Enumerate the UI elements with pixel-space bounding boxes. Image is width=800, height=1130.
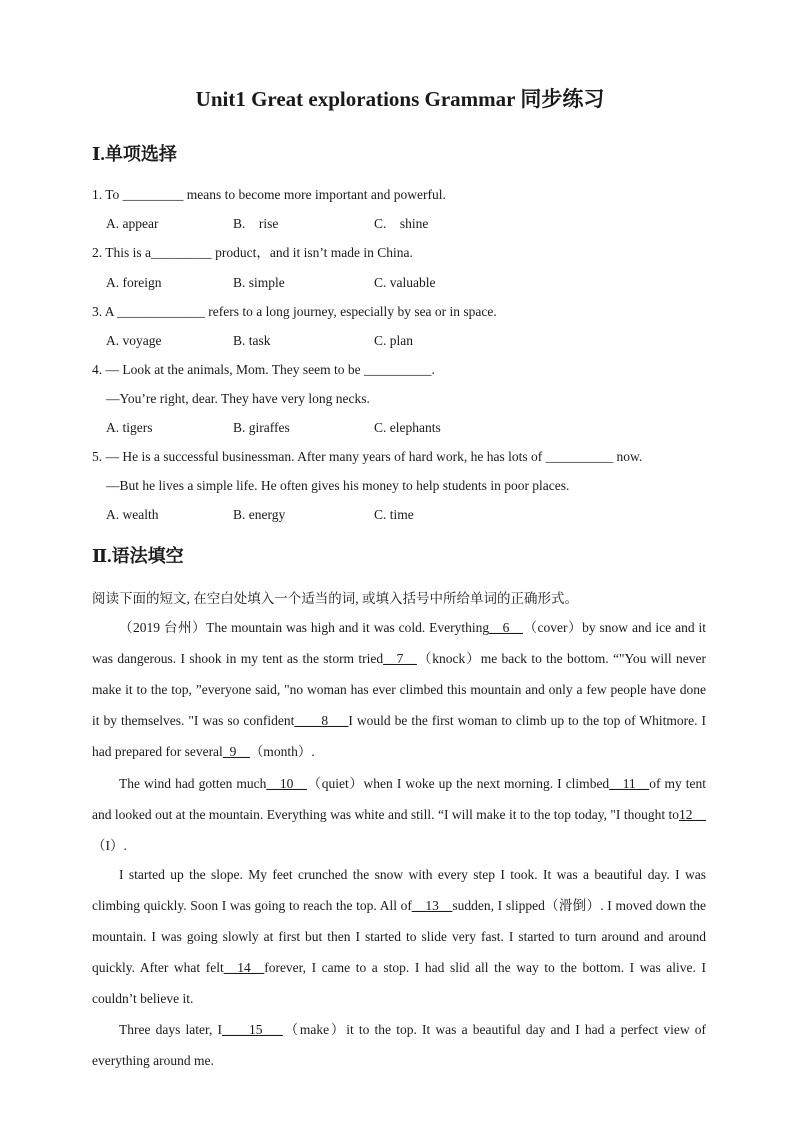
q1-option-c: C. shine <box>374 216 429 231</box>
question-3: 3. A _____________ refers to a long journey, especially by sea or in space. <box>92 304 497 319</box>
section-heading-grammar-fill: Ⅱ.语法填空 <box>92 546 184 566</box>
q5-option-b: B. energy <box>233 507 286 522</box>
p3-text-c: sudden, I slipped（滑倒）. I moved down the mountain. I was going slowly at first but then I started to slide very fast. I started to turn around and around quickly. After what felt <box>92 898 707 975</box>
p2-text-d: of my tent and looked out at the mountain. Everything was white and still. “I will make it to the top today, "I thought to <box>92 776 707 822</box>
q2-option-a: A. foreign <box>106 275 162 290</box>
q2-option-b: B. simple <box>233 275 285 290</box>
p1-text-a: （2019 台州）The mountain was high and it was cold. Everything <box>119 620 490 635</box>
passage-paragraph-1 <box>92 612 706 767</box>
p2-text-c: （quiet）when I woke up the next morning. I climbed <box>306 776 610 791</box>
p2-text-e: （I）. <box>92 838 127 853</box>
section-heading-multiple-choice: Ⅰ.单项选择 <box>92 144 177 164</box>
question-2: 2. This is a_________ product，and it isn’t made in China. <box>92 245 413 260</box>
blank-14: __14__ <box>223 960 265 975</box>
q4-option-b: B. giraffes <box>233 420 290 435</box>
q2-option-c: C. valuable <box>374 275 436 290</box>
question-5-reply: —But he lives a simple life. He often gives his money to help students in poor places. <box>106 478 570 493</box>
instruction: 阅读下面的短文, 在空白处填入一个适当的词, 或填入括号中所给单词的正确形式。 <box>92 591 578 606</box>
q3-option-b: B. task <box>233 333 271 348</box>
q3-option-c: C. plan <box>374 333 413 348</box>
q4-option-a: A. tigers <box>106 420 153 435</box>
question-4: 4. — Look at the animals, Mom. They seem to be __________. <box>92 362 435 377</box>
question-4-reply: —You’re right, dear. They have very long necks. <box>106 391 370 406</box>
question-1: 1. To _________ means to become more important and powerful. <box>92 187 446 202</box>
q1-option-b: B. rise <box>233 216 279 231</box>
blank-13: __13__ <box>411 898 453 913</box>
p3-text-d: forever, I came to a stop. I had slid all the way to the bottom. I was alive. I couldn’t believe it. <box>92 960 706 1006</box>
blank-15: ____15___ <box>222 1022 283 1037</box>
p1-text-d: （knock）me back to the bottom. “"You will never make it to the top, ”everyone said, "no woman has ever climbed this mountain and only a few people have done it by themselves. "I was so confident <box>92 651 706 728</box>
blank-7: __7__ <box>383 651 417 666</box>
blank-8: ____8___ <box>294 713 349 728</box>
blank-12: 12__ <box>679 807 706 822</box>
q5-option-a: A. wealth <box>106 507 159 522</box>
passage-paragraph-2 <box>92 768 706 861</box>
q1-option-a: A. appear <box>106 216 159 231</box>
page-title: Unit1 Great explorations Grammar 同步练习 <box>195 87 605 111</box>
passage-paragraph-4 <box>92 1014 706 1076</box>
q4-option-c: C. elephants <box>374 420 441 435</box>
p2-text-a: The wind had gotten much <box>119 776 267 791</box>
p4-text-a: Three days later, I <box>119 1022 223 1037</box>
p1-text-c: （cover）by snow and ice and it was dangerous. I shook in my tent as the storm tried <box>92 620 706 666</box>
p1-text-f: （month）. <box>249 744 315 759</box>
p3-text-a: I started up the slope. My feet crunched the snow with every step I took. It was a beautiful day. I was climbing quickly. Soon I was going to reach the top. All of <box>92 867 706 913</box>
p4-text-c: （make）it to the top. It was a beautiful day and I had a perfect view of everything around me. <box>92 1022 706 1068</box>
question-5: 5. — He is a successful businessman. After many years of hard work, he has lots of __________ now. <box>92 449 643 464</box>
p1-text-e: I would be the first woman to climb up to the top of Whitmore. I had prepared for several <box>92 713 706 759</box>
passage-paragraph-3 <box>92 859 706 1014</box>
q5-option-c: C. time <box>374 507 414 522</box>
q3-option-a: A. voyage <box>106 333 162 348</box>
blank-6: __6__ <box>489 620 523 635</box>
blank-11: __11__ <box>609 776 650 791</box>
blank-9: _9__ <box>222 744 250 759</box>
blank-10: __10__ <box>266 776 307 791</box>
